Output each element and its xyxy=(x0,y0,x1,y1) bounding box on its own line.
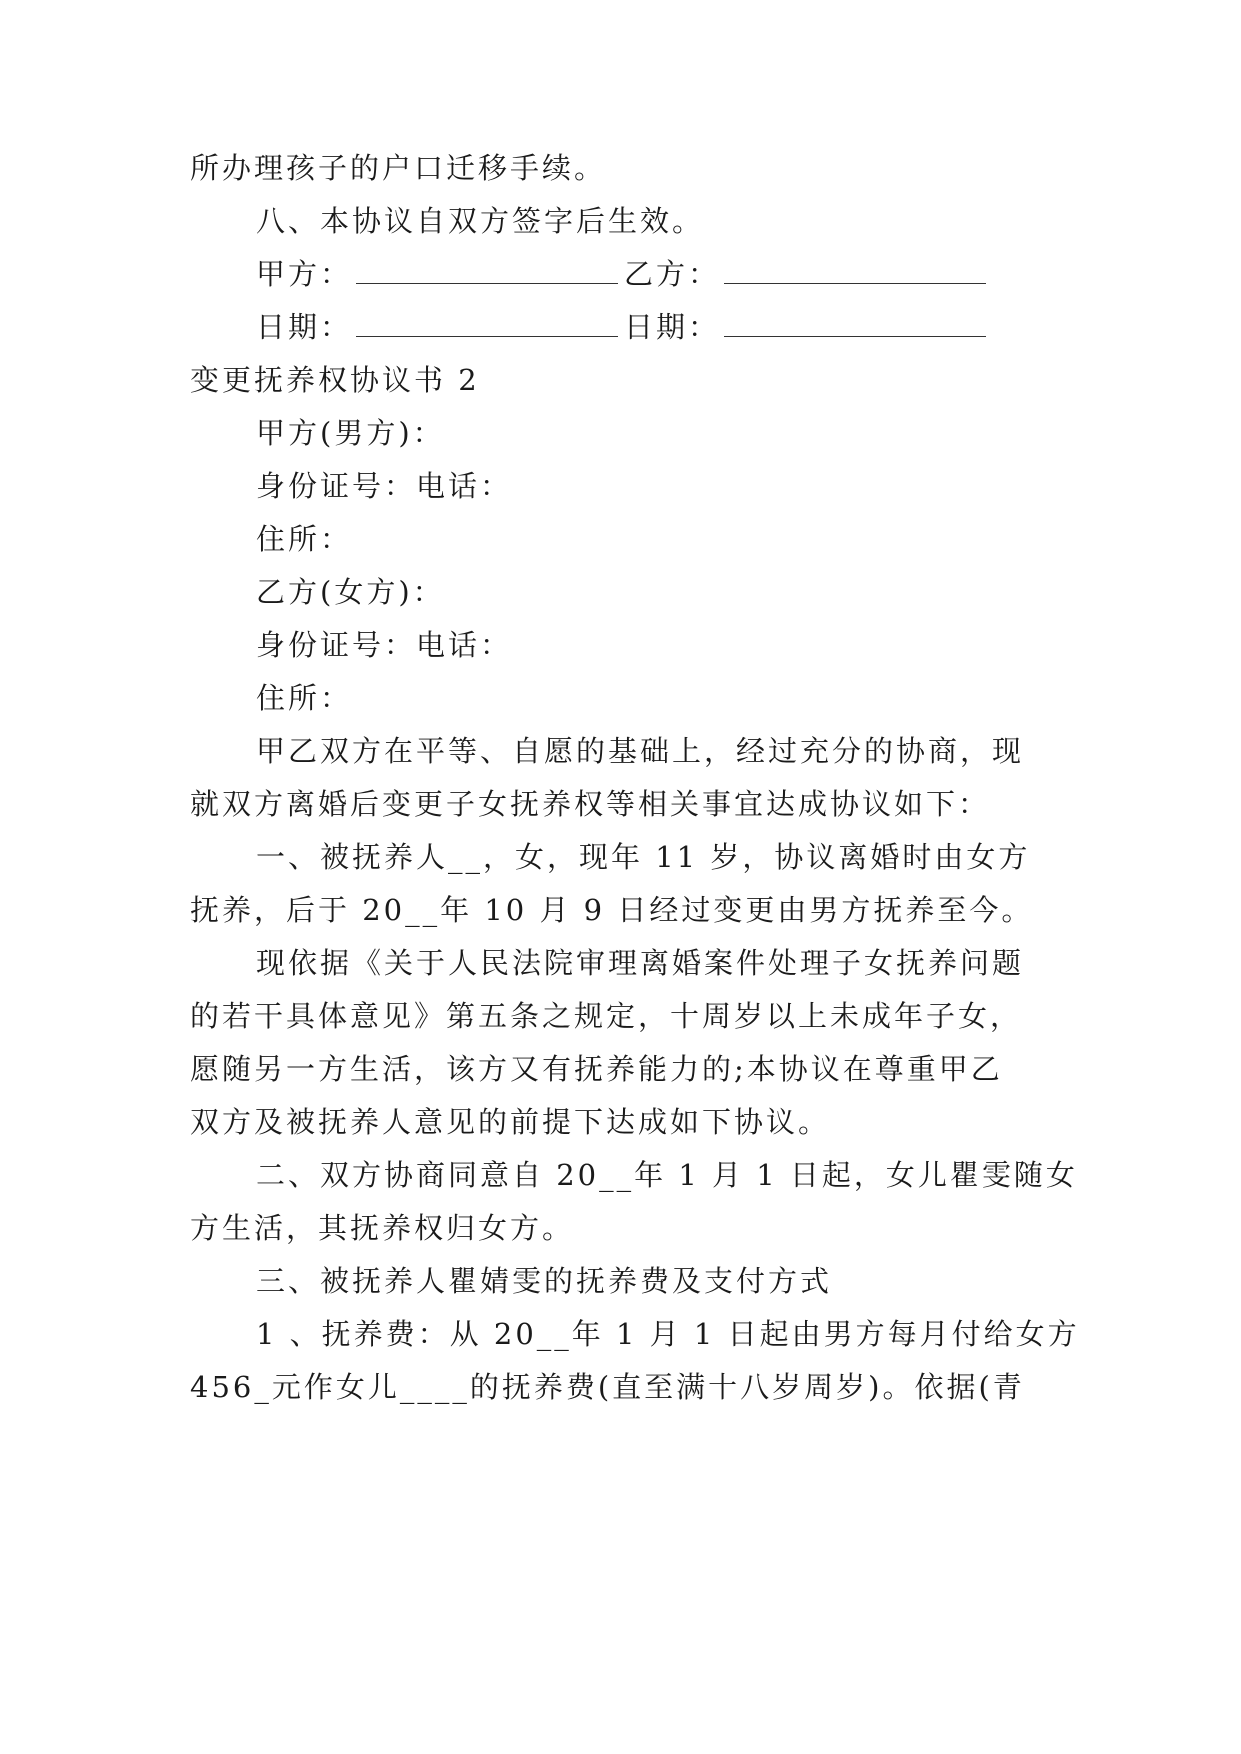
text-line: 甲方(男方)： xyxy=(256,416,445,450)
text-line: 一、被抚养人__，女，现年 11 岁，协议离婚时由女方 xyxy=(256,840,1031,874)
date-b-blank xyxy=(724,310,986,337)
party-a-blank xyxy=(356,257,618,284)
text-line: 抚养，后于 20__年 10 月 9 日经过变更由男方抚养至今。 xyxy=(190,893,1034,927)
text-line: 身份证号：电话： xyxy=(256,628,513,662)
text-line: 456_元作女儿____的抚养费(直至满十八岁周岁)。依据(青 xyxy=(190,1370,1025,1404)
text-line: 双方及被抚养人意见的前提下达成如下协议。 xyxy=(190,1105,831,1139)
text-line: 二、双方协商同意自 20__年 1 月 1 日起，女儿瞿雯随女 xyxy=(256,1158,1078,1192)
text-line: 的若干具体意见》第五条之规定，十周岁以上未成年子女， xyxy=(190,999,1023,1033)
party-b-blank xyxy=(724,257,986,284)
text-line: 身份证号：电话： xyxy=(256,469,513,503)
party-a-label: 甲方： xyxy=(256,257,353,291)
text-line: 现依据《关于人民法院审理离婚案件处理子女抚养问题 xyxy=(256,946,1025,980)
party-b-label: 乙方： xyxy=(624,257,721,291)
text-line: 乙方(女方)： xyxy=(256,575,445,609)
section-title: 变更抚养权协议书 2 xyxy=(190,363,480,397)
signature-row-dates xyxy=(256,307,992,347)
text-line: 愿随另一方生活，该方又有抚养能力的;本协议在尊重甲乙 xyxy=(190,1052,1003,1086)
text-line: 三、被抚养人瞿婧雯的抚养费及支付方式 xyxy=(256,1264,833,1298)
text-line: 就双方离婚后变更子女抚养权等相关事宜达成协议如下： xyxy=(190,787,991,821)
text-line: 所办理孩子的户口迁移手续。 xyxy=(190,151,607,185)
date-b-label: 日期： xyxy=(624,310,721,344)
text-line: 方生活，其抚养权归女方。 xyxy=(190,1211,575,1245)
signature-row-parties xyxy=(256,254,992,294)
text-line: 住所： xyxy=(256,681,353,715)
text-line: 住所： xyxy=(256,522,353,556)
date-a-blank xyxy=(356,310,618,337)
text-line: 八、本协议自双方签字后生效。 xyxy=(256,204,705,238)
date-a-label: 日期： xyxy=(256,310,353,344)
text-line: 甲乙双方在平等、自愿的基础上，经过充分的协商，现 xyxy=(256,734,1025,768)
text-line: 1 、抚养费：从 20__年 1 月 1 日起由男方每月付给女方 xyxy=(256,1317,1080,1351)
